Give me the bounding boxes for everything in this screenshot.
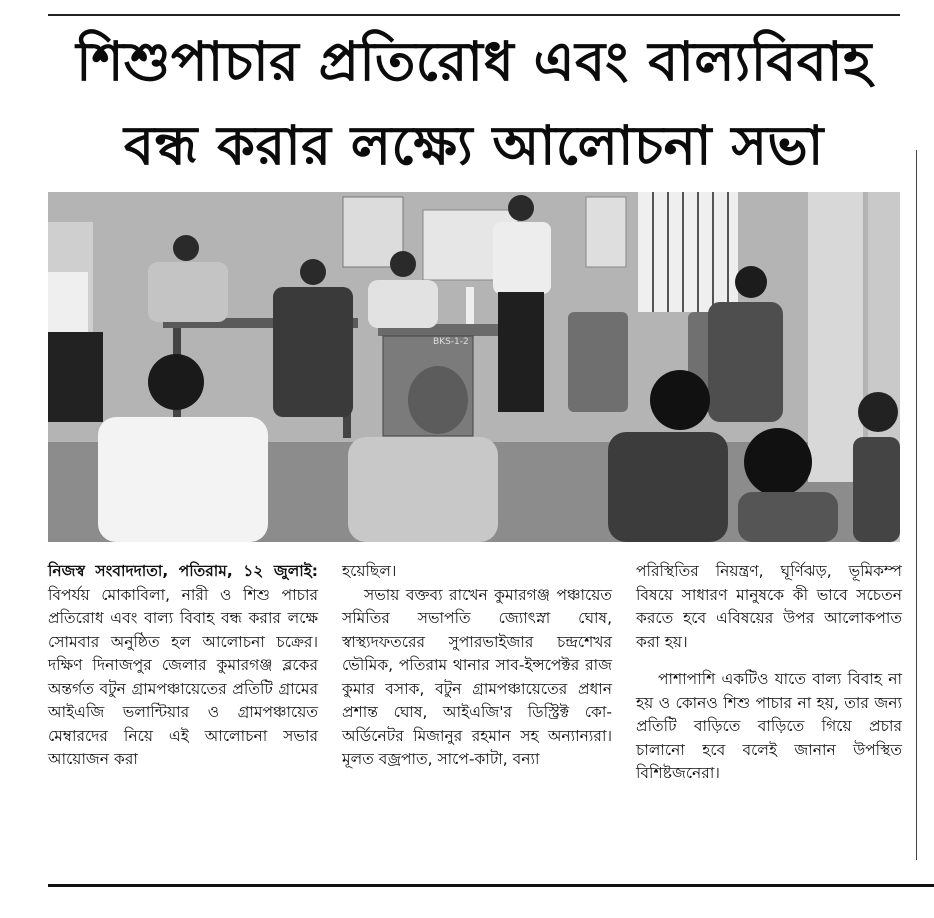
bottom-rule xyxy=(48,884,934,887)
desk-label: BKS-1-2 xyxy=(433,337,469,347)
article-column-1 xyxy=(48,560,318,772)
headline-line-1: শিশুপাচার প্রতিরোধ এবং বাল্যবিবাহ xyxy=(76,30,872,93)
top-rule xyxy=(48,14,900,16)
right-column-rule xyxy=(916,150,917,860)
column-2-continuation: হয়েছিল। xyxy=(342,562,397,580)
column-2-paragraph: সভায় বক্তব্য রাখেন কুমারগঞ্জ পঞ্চায়েত সমিতির সভাপতি জ্যোৎস্না ঘোষ, স্বাস্থ্যদফতরের সুপারভাইজার চন্দ্রশেখর ভৌমিক, পতিরাম থানার সাব-ইন্সপেক্টর রাজ কুমার বসাক, বটুন গ্রামপঞ্চায়েতের প্রধান প্রশান্ত ঘোষ, আইএজি'র ডিস্ট্রিক্ট কো-অর্ডিনেটর মিজানুর রহমান সহ অন্যান্যরা। মূলত বজ্রপাত, সাপে-কাটা, বন্যা xyxy=(342,585,612,768)
meeting-photo-illustration xyxy=(48,192,900,542)
column-3-continuation: পরিস্থিতির নিয়ন্ত্রণ, ঘূর্ণিঝড়, ভূমিকম্প বিষয়ে সাধারণ মানুষকে কী ভাবে সচেতন করতে হবে এবিষয়ের উপর আলোকপাত করা হয়। xyxy=(636,562,902,651)
article-byline: নিজস্ব সংবাদদাতা, পতিরাম, ১২ জুলাই: xyxy=(48,562,318,580)
column-3-paragraph: পাশাপাশি একটিও যাতে বাল্য বিবাহ না হয় ও কোনও শিশু পাচার না হয়, তার জন্য প্রতিটি বাড়িতে বাড়িতে গিয়ে প্রচার চালানো হবে বলেই জানান উপস্থিত বিশিষ্টজনেরা। xyxy=(636,670,902,782)
headline-line-2: বন্ধ করার লক্ষ্যে আলোচনা সভা xyxy=(124,114,824,177)
column-1-text: বিপর্যয় মোকাবিলা, নারী ও শিশু পাচার প্রতিরোধ এবং বাল্য বিবাহ বন্ধ করার লক্ষে সোমবার অনুষ্ঠিত হল আলোচনা চক্রের। দক্ষিণ দিনাজপুর জেলার কুমারগঞ্জ ব্লকের অন্তর্গত বটুন গ্রামপঞ্চায়েতের প্রতিটি গ্রামের আইএজি ভলান্টিয়ার ও গ্রামপঞ্চায়েত মেম্বারদের নিয়ে এই আলোচনা সভার আয়োজন করা xyxy=(48,585,318,768)
news-photo xyxy=(48,192,900,542)
article-column-3 xyxy=(636,560,902,786)
article-column-2 xyxy=(342,560,612,772)
